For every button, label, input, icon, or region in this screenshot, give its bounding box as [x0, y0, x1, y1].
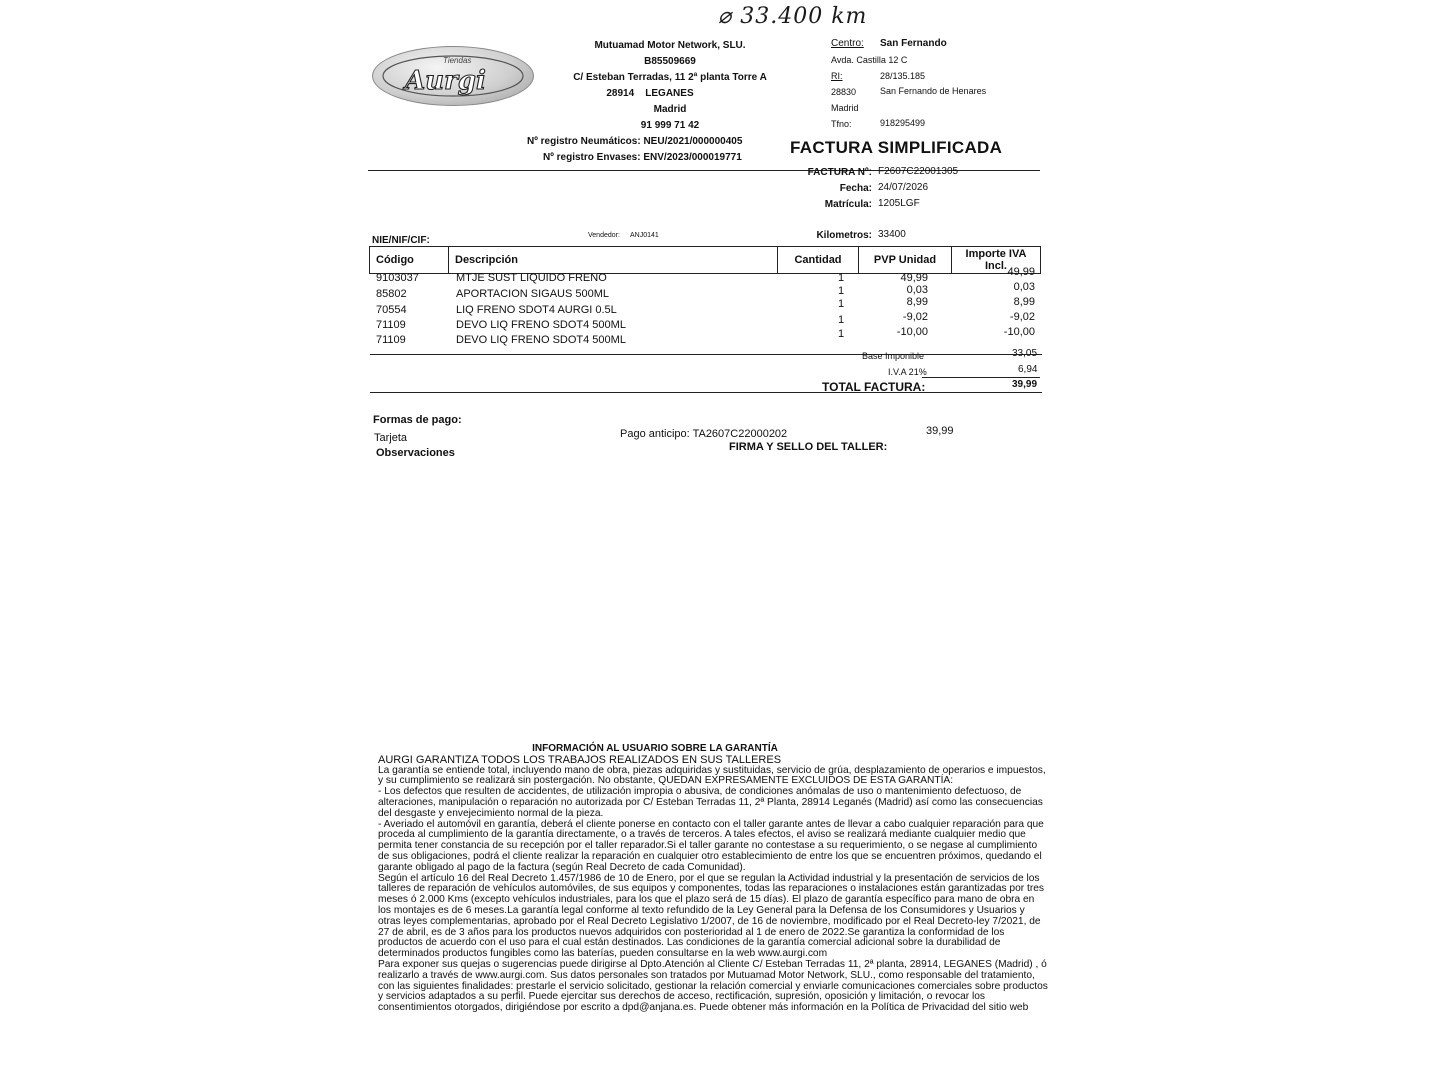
header-code: Código — [370, 247, 449, 274]
terms-line: talleres de reparación de vehículos automóviles, de sus equipos y componentes, todas las reparaciones o instalaciones están garantizadas por tres — [378, 883, 1044, 895]
invoice-plate-label: Matrícula: — [824, 199, 872, 210]
terms-line: y su cumplimiento se realizará sin postergación. No obstante, QUEDAN EXPRESAMENTE EXCLUIDOS DE ESTA GARANTÍA: — [378, 775, 954, 787]
centro-ri-value: 28/135.185 — [880, 71, 926, 81]
seller-code: ANJ0141 — [630, 232, 659, 239]
table-row — [370, 266, 1042, 287]
total-label: TOTAL FACTURA: — [822, 380, 926, 394]
terms-line: alteraciones, manipulación o reparación no autorizada por C/ Esteban Terradas 11, 2ª Planta, 28914 Leganés (Madrid) así como las consecuencias — [378, 796, 1043, 808]
seller-label: Vendedor: — [588, 232, 620, 239]
advance-payment: Pago anticipo: TA2607C22000202 — [620, 428, 788, 440]
header-unit-price: PVP Unidad — [859, 247, 952, 274]
centro-address: Avda. Castilla 12 C — [831, 55, 908, 65]
company-cif: B85509669 — [644, 56, 696, 67]
row-code: 71109 — [376, 334, 406, 346]
row-description: LIQ FRENO SDOT4 AURGI 0.5L — [456, 304, 617, 316]
total-value: 39,99 — [1012, 379, 1038, 390]
terms-line: consentimientos otorgados, dirigiéndose por escrito a dpd@anjana.es. Puede obtener más información en la Política de Privacidad del sitio web — [378, 1002, 1029, 1014]
company-province: Madrid — [653, 104, 687, 115]
registro-envases: Nº registro Envases: ENV/2023/000019771 — [543, 152, 742, 163]
iva-underline — [922, 377, 1040, 378]
row-unit: 0,03 — [906, 284, 928, 296]
centro-name: San Fernando — [880, 38, 947, 49]
terms-line: con las siguientes finalidades: prestarle el servicio solicitado, gestionar la relación comercial y enviarle comunicaciones comerciales sobre productos — [378, 980, 1048, 992]
terms-line: garante obligado al pago de la factura (según Real Decreto de cada Comunidad). — [378, 861, 746, 873]
terms-line: La garantía se entiende total, incluyendo mano de obra, piezas adquiridas y sustituidas, servicio de grúa, desplazamiento de operarios e impuestos, — [378, 764, 1046, 776]
header-description: Descripción — [449, 247, 778, 274]
items-table-header — [370, 247, 1041, 274]
invoice-plate: 1205LGF — [878, 198, 920, 209]
centro-city: San Fernando de Henares — [880, 86, 987, 96]
invoice-date: 24/07/2026 — [878, 182, 929, 193]
row-code: 71109 — [376, 319, 406, 331]
items-table — [369, 246, 1041, 274]
row-code: 85802 — [376, 288, 407, 300]
terms-line: - Los defectos que resulten de accidentes, de utilización impropia o abusiva, de condiciones anómalas de uso o mantenimiento defectuoso, de — [378, 786, 1022, 798]
row-code: 9103037 — [376, 272, 419, 284]
company-name: Mutuamad Motor Network, SLU. — [594, 40, 746, 51]
row-description: APORTACION SIGAUS 500ML — [456, 288, 610, 300]
table-row — [370, 311, 1042, 334]
terms-line: 27 de abril, es de 3 años para los productos nuevos adquiridos con posterioridad al 1 de enero de 2022.Se garantiza la conformidad de los — [378, 926, 1005, 938]
payment-label: Formas de pago: — [373, 414, 462, 426]
nif-label: NIE/NIF/CIF: — [372, 235, 430, 246]
signature-label: FIRMA Y SELLO DEL TALLER: — [729, 441, 888, 453]
terms-line: de sus obligaciones, podrá el cliente realizar la reparación en cualquier otro establecimiento de entre los que se encuentren próximos, quedando el — [378, 850, 1042, 862]
terms-line: permita tener constancia de su recepción por el taller reparador.Si el taller garante no contestase a su requerimiento, o se negase al cumplimiento — [378, 840, 1038, 852]
warranty-heading: INFORMACIÓN AL USUARIO SOBRE LA GARANTÍA — [532, 743, 778, 754]
row-unit: -9,02 — [902, 311, 928, 323]
row-qty: 1 — [838, 298, 845, 310]
header-quantity: Cantidad — [778, 247, 859, 274]
centro-phone: 918295499 — [880, 118, 926, 128]
invoice-number-label: FACTURA Nº: — [807, 167, 872, 178]
items-divider — [370, 354, 1042, 355]
company-phone: 91 999 71 42 — [640, 120, 700, 131]
row-qty: 1 — [838, 328, 845, 340]
handwritten-km-note: ⌀ 33.400 km — [718, 4, 868, 29]
row-unit: 8,99 — [906, 296, 928, 308]
row-description: DEVO LIQ FRENO SDOT4 500ML — [456, 319, 626, 331]
row-amount: -10,00 — [1003, 326, 1035, 338]
terms-line: determinados productos fungibles como las baterías, pueden consultarse en la web www.aurgi.com — [378, 948, 828, 960]
row-amount: 8,99 — [1013, 296, 1035, 308]
registro-neumaticos: Nº registro Neumáticos: NEU/2021/000000405 — [527, 136, 743, 147]
payment-method: Tarjeta — [374, 432, 408, 444]
row-amount: 49,99 — [1007, 266, 1035, 278]
row-qty: 1 — [838, 285, 845, 297]
terms-line: - Averiado el automóvil en garantía, deberá el cliente ponerse en contacto con el taller garante antes de llevar a cabo cualquier reparación para que — [378, 818, 1044, 830]
terms-line: productos de acuerdo con el uso para el cual están destinados. Las condiciones de la garantía comercial adicional sobre la durabilidad de — [378, 937, 1001, 949]
table-row — [370, 296, 1042, 319]
company-postal-city: 28914 LEGANES — [606, 88, 694, 99]
km-value: 33400 — [878, 229, 906, 240]
iva-value: 6,94 — [1018, 364, 1038, 375]
warranty-terms — [378, 744, 1072, 1014]
row-code: 70554 — [376, 304, 407, 316]
centro-ri-label: RI: — [831, 71, 843, 81]
terms-line: del desgaste y envejecimiento normal de la pieza. — [378, 807, 604, 819]
base-label: Base Imponible — [862, 351, 925, 361]
row-description: MTJE SUST LIQUIDO FRENO — [456, 272, 607, 284]
logo-brand-text: Aurgi — [405, 66, 486, 96]
invoice-number: F2607C22001305 — [878, 166, 959, 177]
row-unit: -10,00 — [896, 326, 928, 338]
row-qty: 1 — [838, 272, 845, 284]
row-amount: -9,02 — [1009, 311, 1035, 323]
centro-phone-label: Tfno: — [831, 119, 852, 129]
base-value: 33,05 — [1012, 348, 1038, 359]
centro-province: Madrid — [831, 103, 859, 113]
document-title: FACTURA SIMPLIFICADA — [790, 138, 1003, 157]
invoice-date-label: Fecha: — [839, 183, 872, 194]
table-row — [370, 326, 1042, 349]
centro-label: Centro: — [831, 38, 864, 49]
terms-line: AURGI GARANTIZA TODOS LOS TRABAJOS REALIZADOS EN SUS TALLERES — [378, 753, 782, 766]
row-unit: 49,99 — [900, 272, 928, 284]
row-qty: 1 — [838, 314, 845, 326]
terms-line: otras leyes complementarias, aprobado por el Real Decreto Legislativo 1/2007, de 16 de noviembre, modificado por el Real Decreto-ley 7/2021, de — [378, 915, 1041, 927]
totals-divider — [370, 392, 1042, 393]
terms-line: proceda al cumplimiento de la garantía directamente, o a través de terceros. A tales efectos, el aviso se realizará mediante cualquier medio que — [378, 829, 1026, 841]
km-label: Kilometros: — [816, 230, 872, 241]
row-description: DEVO LIQ FRENO SDOT4 500ML — [456, 334, 626, 346]
logo-small-text: Tiendas — [443, 56, 472, 65]
terms-line: Según el artículo 16 del Real Decreto 1.457/1986 de 10 de Enero, por el que se regulan la Actividad industrial y la presentación de servicios de los — [378, 872, 1040, 884]
company-address: C/ Esteban Terradas, 11 2ª planta Torre A — [573, 72, 767, 83]
header-amount: Importe IVA Incl. — [952, 247, 1041, 274]
terms-line: meses ó 2.000 Kms (excepto vehículos industriales, para los que el plazo será de 15 días). El plazo de garantía específico para mano de obra en — [378, 894, 1035, 906]
table-row — [370, 281, 1042, 303]
terms-line: Para exponer sus quejas o sugerencias puede dirigirse al Dpto.Atención al Cliente C/ Esteban Terradas 11, 2ª planta, 28914, LEGANES (Madrid) , ó — [378, 958, 1047, 970]
terms-line: realizarlo a través de www.aurgi.com. Sus datos personales son tratados por Mutuamad Motor Network, SLU., como responsable del tratamiento, — [378, 969, 1035, 981]
centro-postal: 28830 — [831, 87, 857, 97]
terms-line: los montajes es de 6 meses.La garantía legal conforme al texto refundido de la Ley General para la Defensa de los Consumidores y Usuarios y — [378, 904, 1025, 916]
company-block — [500, 38, 840, 134]
observations-label: Observaciones — [376, 447, 455, 459]
row-amount: 0,03 — [1013, 281, 1035, 293]
terms-line: y servicios adaptados a su perfil. Puede ejercitar sus derechos de acceso, rectificación, supresión, oposición y limitación, o revocar los — [378, 991, 986, 1003]
iva-label: I.V.A 21% — [888, 367, 927, 377]
payment-amount: 39,99 — [926, 425, 954, 437]
